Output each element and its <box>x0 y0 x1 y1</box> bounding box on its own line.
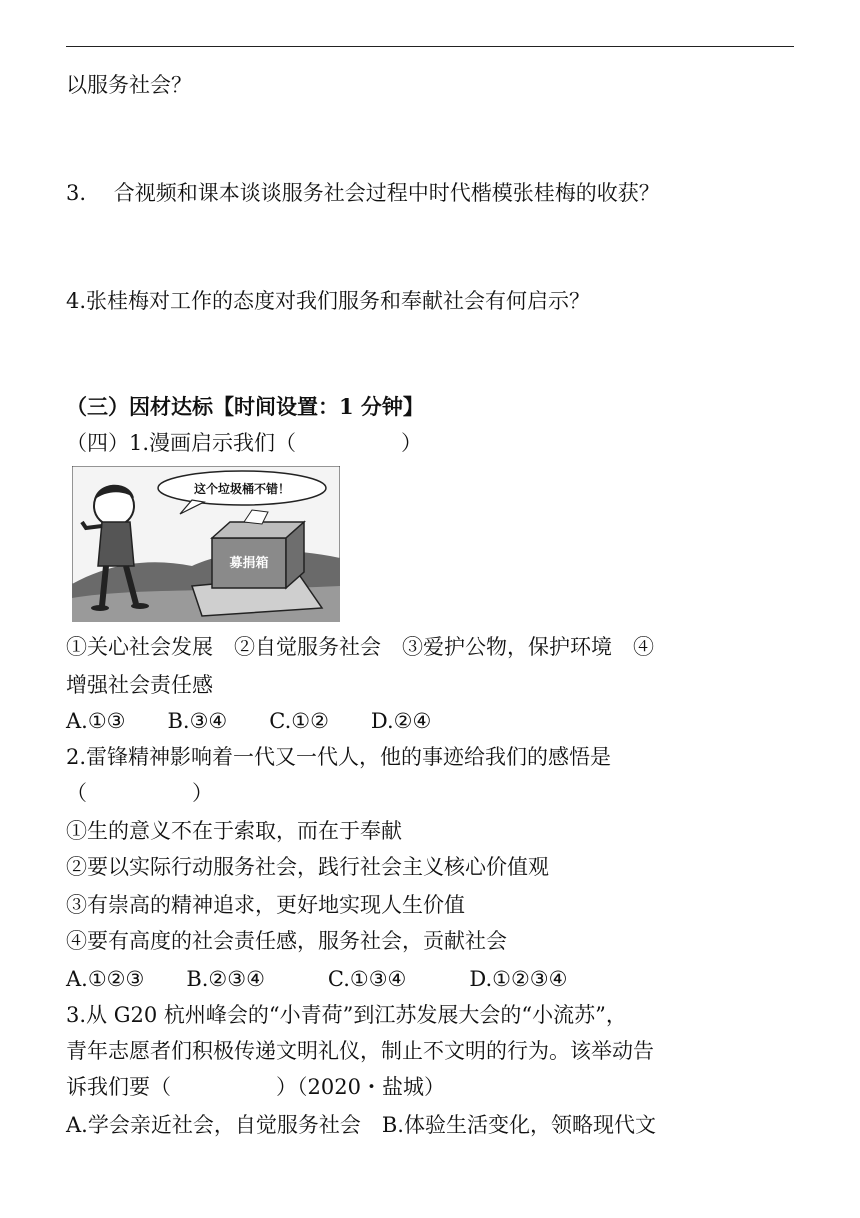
q2-stem-line-1: 2.雷锋精神影响着一代又一代人，他的事迹给我们的感悟是 <box>66 745 612 769</box>
question-3: 3. 合视频和课本谈谈服务社会过程中时代楷模张桂梅的收获？ <box>66 181 660 205</box>
donation-box-label: 募捐箱 <box>229 556 269 571</box>
q2-option-4: ④要有高度的社会责任感，服务社会，贡献社会 <box>66 929 507 953</box>
speech-bubble-text: 这个垃圾桶不错！ <box>193 482 291 496</box>
section-4-question-1: （四）1.漫画启示我们（ ） <box>66 431 423 455</box>
q2-option-1: ①生的意义不在于索取，而在于奉献 <box>66 819 402 843</box>
q3-stem-line-3: 诉我们要（ ）（2020・盐城） <box>66 1075 445 1099</box>
question-2-tail: 以服务社会？ <box>66 73 192 97</box>
donation-box-cartoon <box>72 466 340 622</box>
q2-option-3: ③有崇高的精神追求，更好地实现人生价值 <box>66 893 465 917</box>
header-rule <box>66 46 794 47</box>
q3-choices-line-1: A.学会亲近社会，自觉服务社会 B.体验生活变化，领略现代文 <box>66 1113 656 1137</box>
q2-stem-line-2: （ ） <box>66 781 213 805</box>
section-3-heading: （三）因材达标【时间设置：1 分钟】 <box>66 394 424 419</box>
question-4: 4.张桂梅对工作的态度对我们服务和奉献社会有何启示？ <box>66 289 591 313</box>
q2-option-2: ②要以实际行动服务社会，践行社会主义核心价值观 <box>66 855 549 879</box>
q1-options-line-1: ①关心社会发展 ②自觉服务社会 ③爱护公物，保护环境 ④ <box>66 635 654 659</box>
q3-stem-line-1: 3.从 G20 杭州峰会的“小青荷”到江苏发展大会的“小流苏”， <box>66 1003 627 1027</box>
q3-stem-line-2: 青年志愿者们积极传递文明礼仪，制止不文明的行为。该举动告 <box>66 1039 654 1063</box>
q1-choices: A.①③ B.③④ C.①② D.②④ <box>66 709 432 733</box>
q1-options-line-2: 增强社会责任感 <box>66 673 213 697</box>
q2-choices: A.①②③ B.②③④ C.①③④ D.①②③④ <box>66 967 568 991</box>
